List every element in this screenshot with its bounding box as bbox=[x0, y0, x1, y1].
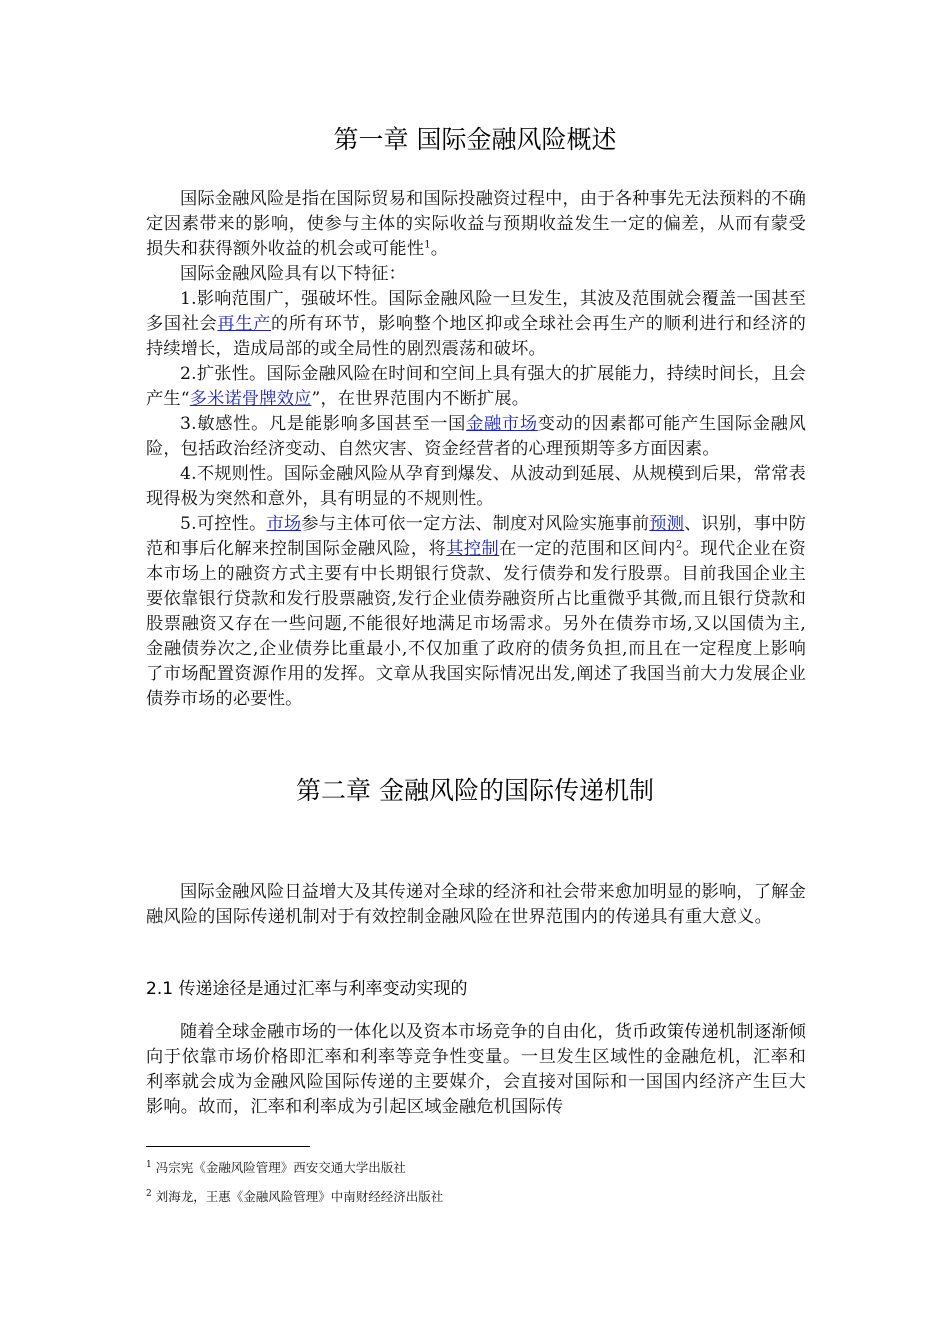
link-forecast[interactable]: 预测 bbox=[649, 514, 685, 534]
chapter1-paragraph-features: 国际金融风险具有以下特征： bbox=[180, 264, 407, 284]
footnote-separator bbox=[146, 1146, 310, 1147]
link-domino-effect[interactable]: 多米诺骨牌效应 bbox=[189, 389, 312, 409]
feature-item-3: 3.敏感性。凡是能影响多国甚至一国金融市场变动的因素都可能产生国际金融风险，包括政治经济变动、自然灾害、资金经营者的心理预期等多方面因素。 bbox=[146, 414, 806, 459]
feature-item-2: 2.扩张性。国际金融风险在时间和空间上具有强大的扩展能力，持续时间长，且会产生“多米诺骨牌效应”，在世界范围内不断扩展。 bbox=[146, 364, 806, 409]
footnote-ref-2[interactable]: 2 bbox=[675, 539, 683, 551]
footnote-2: $^2$ 刘海龙，王惠《金融风险管理》中南财经经济出版社 bbox=[146, 1188, 444, 1204]
section-2-1-title: 2.1 传递途径是通过汇率与利率变动实现的 bbox=[146, 979, 468, 999]
link-reproduction[interactable]: 再生产 bbox=[217, 314, 271, 334]
feature-item-4: 4.不规则性。国际金融风险从孕育到爆发、从波动到延展、从规模到后果，常常表现得极为突然和意外，具有明显的不规则性。 bbox=[146, 464, 806, 509]
link-financial-market[interactable]: 金融市场 bbox=[466, 414, 538, 434]
section-2-1-paragraph: 随着全球金融市场的一体化以及资本市场竞争的自由化，货币政策传递机制逐渐倾向于依靠市场价格即汇率和利率等竞争性变量。一旦发生区域性的金融危机，汇率和利率就会成为金融风险国际传递的主要媒介，会直接对国际和一国国内经济产生巨大影响。故而，汇率和利率成为引起区域金融危机国际传 bbox=[146, 1022, 806, 1117]
chapter1-body bbox=[146, 187, 806, 712]
link-market[interactable]: 市场 bbox=[266, 514, 302, 534]
chapter1-title: 第一章 国际金融风险概述 bbox=[333, 125, 617, 154]
footnote-ref-1[interactable]: 1 bbox=[424, 239, 431, 251]
chapter2-paragraph-intro: 国际金融风险日益增大及其传递对全球的经济和社会带来愈加明显的影响，了解金融风险的国际传递机制对于有效控制金融风险在世界范围内的传递具有重大意义。 bbox=[146, 882, 806, 927]
section-2-1-body bbox=[146, 1020, 806, 1120]
footnote-1: $^1$ 冯宗宪《金融风险管理》西安交通大学出版社 bbox=[146, 1159, 406, 1175]
feature-item-5: 5.可控性。市场参与主体可依一定方法、制度对风险实施事前预测、识别，事中防范和事后化解来控制国际金融风险，将其控制在一定的范围和区间内$^2$。现代企业在资本市场上的融资方式主要有中长期银行贷款、发行债券和发行股票。目前我国企业主要依靠银行贷款和发行股票融资,发行企业债券融资所占比重微乎其微,而且银行贷款和股票融资又存在一些问题,不能很好地满足市场需求。另外在债券市场,又以国债为主,金融债券次之,企业债券比重最小,不仅加重了政府的债务负担,而且在一定程度上影响了市场配置资源作用的发挥。文章从我国实际情况出发,阐述了我国当前大力发展企业债券市场的必要性。 bbox=[146, 514, 806, 709]
chapter2-title: 第二章 金融风险的国际传递机制 bbox=[296, 776, 654, 805]
link-control[interactable]: 其控制 bbox=[446, 539, 500, 559]
chapter2-intro bbox=[146, 880, 806, 930]
chapter1-paragraph-intro: 国际金融风险是指在国际贸易和国际投融资过程中，由于各种事先无法预料的不确定因素带来的影响，使参与主体的实际收益与预期收益发生一定的偏差，从而有蒙受损失和获得额外收益的机会或可能性$^1$。 bbox=[146, 189, 806, 259]
feature-item-1: 1.影响范围广，强破坏性。国际金融风险一旦发生，其波及范围就会覆盖一国甚至多国社会再生产的所有环节，影响整个地区抑或全球社会再生产的顺利进行和经济的持续增长，造成局部的或全局性的剧烈震荡和破坏。 bbox=[146, 289, 806, 359]
